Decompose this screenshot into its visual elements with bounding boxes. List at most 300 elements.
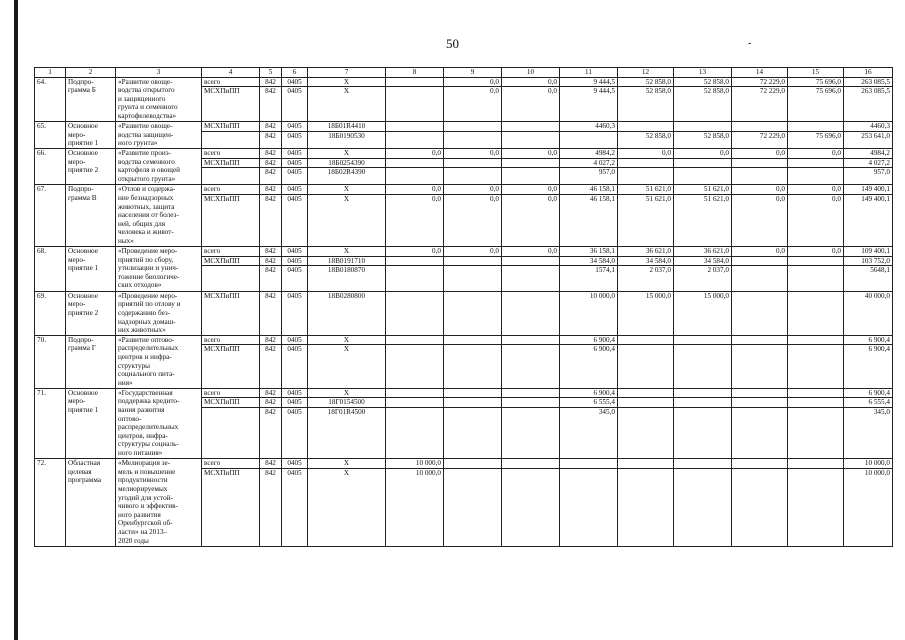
cell-col-7: 18Г0154500	[308, 398, 386, 408]
cell-col-11: 46 158,1	[560, 194, 618, 246]
cell-col-10: 0,0	[502, 185, 560, 195]
cell-col-4: всего	[202, 185, 260, 195]
cell-col-8	[386, 398, 444, 408]
header-cell: 14	[732, 68, 788, 78]
cell-col-9	[444, 468, 502, 546]
table-row	[35, 149, 893, 159]
cell-col-16: 109 400,1	[844, 246, 893, 256]
cell-col-11: 6 900,4	[560, 335, 618, 345]
cell-col-8: 10 000,0	[386, 459, 444, 469]
cell-col-6: 0405	[282, 77, 308, 87]
cell-col-10	[502, 459, 560, 469]
cell-col-8	[386, 345, 444, 388]
cell-col-6: 0405	[282, 468, 308, 546]
cell-col-12	[618, 459, 674, 469]
cell-col-10	[502, 121, 560, 131]
cell-col-4: МСХПиПП	[202, 345, 260, 388]
cell-col-14: 0,0	[732, 149, 788, 159]
cell-col-7: 18Б0190530	[308, 131, 386, 149]
cell-col-6: 0405	[282, 459, 308, 469]
cell-col-11: 6 900,4	[560, 345, 618, 388]
cell-col-12	[618, 345, 674, 388]
program-level: Подпро- грамма Б	[66, 77, 116, 121]
table-row	[35, 335, 893, 345]
row-number: 65.	[35, 121, 66, 148]
header-cell: 16	[844, 68, 893, 78]
budget-table	[34, 67, 893, 547]
cell-col-14: 72 229,0	[732, 87, 788, 122]
cell-col-5: 842	[260, 266, 282, 292]
cell-col-10	[502, 407, 560, 458]
cell-col-12: 15 000,0	[618, 291, 674, 335]
cell-col-11: 4984,2	[560, 149, 618, 159]
cell-col-4: МСХПиПП	[202, 194, 260, 246]
cell-col-4	[202, 407, 260, 458]
cell-col-16: 6 555,4	[844, 398, 893, 408]
cell-col-11: 9 444,5	[560, 87, 618, 122]
cell-col-11: 36 158,1	[560, 246, 618, 256]
header-cell: 8	[386, 68, 444, 78]
cell-col-16: 263 085,5	[844, 77, 893, 87]
cell-col-8: 10 000,0	[386, 468, 444, 546]
cell-col-11: 6 900,4	[560, 388, 618, 398]
cell-col-16: 957,0	[844, 168, 893, 185]
cell-col-15	[788, 407, 844, 458]
cell-col-10	[502, 291, 560, 335]
cell-col-9	[444, 121, 502, 131]
budget-table-container	[34, 67, 893, 547]
program-description: «Проведение меро- приятий по сбору, утилизации и унич- тожение биологиче- ских отходов»	[116, 246, 202, 291]
row-number: 66.	[35, 149, 66, 185]
program-level: Основное меро- приятие 1	[66, 388, 116, 459]
cell-col-14	[732, 398, 788, 408]
cell-col-7: Х	[308, 194, 386, 246]
cell-col-6: 0405	[282, 168, 308, 185]
cell-col-7: Х	[308, 246, 386, 256]
cell-col-12: 36 621,0	[618, 246, 674, 256]
cell-col-16: 10 000,0	[844, 459, 893, 469]
cell-col-16: 253 641,0	[844, 131, 893, 149]
cell-col-12: 34 584,0	[618, 256, 674, 266]
program-description: «Мелиорация зе- мель и повышение продуктивности мелиорируемых угодий для устой- чивого и эффектив- ного развития Оренбургской об- ласти» на 2013– 2020 годы	[116, 459, 202, 546]
cell-col-13: 34 584,0	[674, 256, 732, 266]
cell-col-9	[444, 459, 502, 469]
cell-col-8	[386, 77, 444, 87]
cell-col-15	[788, 158, 844, 168]
program-level: Подпро- грамма Г	[66, 335, 116, 388]
header-row	[35, 68, 893, 78]
cell-col-5: 842	[260, 256, 282, 266]
cell-col-6: 0405	[282, 131, 308, 149]
cell-col-7: Х	[308, 87, 386, 122]
cell-col-4	[202, 131, 260, 149]
cell-col-14: 0,0	[732, 185, 788, 195]
cell-col-7: 18Г01R4500	[308, 407, 386, 458]
cell-col-10: 0,0	[502, 77, 560, 87]
cell-col-7: Х	[308, 185, 386, 195]
cell-col-12	[618, 158, 674, 168]
cell-col-7: Х	[308, 345, 386, 388]
cell-col-5: 842	[260, 398, 282, 408]
header-cell: 10	[502, 68, 560, 78]
row-number: 71.	[35, 388, 66, 459]
cell-col-16: 103 752,0	[844, 256, 893, 266]
cell-col-13	[674, 345, 732, 388]
cell-col-11	[560, 459, 618, 469]
cell-col-7: 18Б01R4410	[308, 121, 386, 131]
cell-col-12	[618, 468, 674, 546]
cell-col-9: 0,0	[444, 77, 502, 87]
cell-col-6: 0405	[282, 335, 308, 345]
cell-col-10	[502, 256, 560, 266]
cell-col-5: 842	[260, 158, 282, 168]
cell-col-8	[386, 87, 444, 122]
cell-col-8	[386, 158, 444, 168]
cell-col-4: МСХПиПП	[202, 87, 260, 122]
cell-col-4: всего	[202, 246, 260, 256]
cell-col-10	[502, 266, 560, 292]
cell-col-9	[444, 345, 502, 388]
program-level: Основное меро- приятие 1	[66, 121, 116, 148]
cell-col-15: 75 696,0	[788, 131, 844, 149]
header-cell: 3	[116, 68, 202, 78]
cell-col-8	[386, 407, 444, 458]
cell-col-16: 6 900,4	[844, 335, 893, 345]
cell-col-13	[674, 398, 732, 408]
cell-col-15	[788, 256, 844, 266]
cell-col-5: 842	[260, 185, 282, 195]
cell-col-4: МСХПиПП	[202, 291, 260, 335]
cell-col-16: 40 000,0	[844, 291, 893, 335]
program-description: «Развитие произ- водства семенного картофеля и овощей открытого грунта»	[116, 149, 202, 185]
table-row	[35, 77, 893, 87]
cell-col-10	[502, 468, 560, 546]
cell-col-14	[732, 388, 788, 398]
header-cell: 2	[66, 68, 116, 78]
cell-col-12: 52 858,0	[618, 131, 674, 149]
cell-col-7: Х	[308, 388, 386, 398]
cell-col-14	[732, 459, 788, 469]
header-cell: 7	[308, 68, 386, 78]
cell-col-5: 842	[260, 131, 282, 149]
cell-col-15	[788, 335, 844, 345]
cell-col-16: 345,0	[844, 407, 893, 458]
cell-col-6: 0405	[282, 266, 308, 292]
cell-col-9: 0,0	[444, 194, 502, 246]
cell-col-11: 46 158,1	[560, 185, 618, 195]
cell-col-15: 0,0	[788, 246, 844, 256]
cell-col-15	[788, 468, 844, 546]
cell-col-8: 0,0	[386, 149, 444, 159]
cell-col-14: 72 229,0	[732, 77, 788, 87]
cell-col-5: 842	[260, 77, 282, 87]
header-cell: 6	[282, 68, 308, 78]
cell-col-4: всего	[202, 388, 260, 398]
cell-col-9: 0,0	[444, 149, 502, 159]
cell-col-4: всего	[202, 335, 260, 345]
cell-col-8: 0,0	[386, 194, 444, 246]
table-row	[35, 121, 893, 131]
cell-col-6: 0405	[282, 87, 308, 122]
cell-col-9	[444, 131, 502, 149]
cell-col-15	[788, 388, 844, 398]
program-level: Основное меро- приятие 2	[66, 149, 116, 185]
cell-col-13	[674, 168, 732, 185]
cell-col-13: 51 621,0	[674, 194, 732, 246]
header-cell: 4	[202, 68, 260, 78]
cell-col-12	[618, 407, 674, 458]
cell-col-11: 6 555,4	[560, 398, 618, 408]
cell-col-12: 0,0	[618, 149, 674, 159]
cell-col-13	[674, 388, 732, 398]
cell-col-7: Х	[308, 468, 386, 546]
page-mark: -	[748, 38, 752, 49]
cell-col-7: 18В0191710	[308, 256, 386, 266]
cell-col-14: 0,0	[732, 194, 788, 246]
program-description: «Развитие овоще- водства открытого и защищенного грунта и семенного картофелеводства»	[116, 77, 202, 121]
cell-col-7: 18В0280800	[308, 291, 386, 335]
cell-col-6: 0405	[282, 121, 308, 131]
cell-col-11: 10 000,0	[560, 291, 618, 335]
cell-col-12	[618, 398, 674, 408]
cell-col-13	[674, 407, 732, 458]
cell-col-9	[444, 158, 502, 168]
cell-col-13: 36 621,0	[674, 246, 732, 256]
row-number: 72.	[35, 459, 66, 546]
cell-col-11: 1574,1	[560, 266, 618, 292]
cell-col-14: 0,0	[732, 246, 788, 256]
cell-col-12: 52 858,0	[618, 77, 674, 87]
cell-col-9	[444, 388, 502, 398]
cell-col-16: 4 027,2	[844, 158, 893, 168]
cell-col-10: 0,0	[502, 246, 560, 256]
cell-col-14	[732, 291, 788, 335]
cell-col-14	[732, 407, 788, 458]
cell-col-15: 0,0	[788, 185, 844, 195]
cell-col-8	[386, 168, 444, 185]
cell-col-11	[560, 131, 618, 149]
cell-col-13	[674, 459, 732, 469]
cell-col-10: 0,0	[502, 87, 560, 122]
program-description: «Развитие оптово- распределительных центров и инфра- структуры социального пита- ния»	[116, 335, 202, 388]
program-level: Подпро- грамма В	[66, 185, 116, 247]
cell-col-5: 842	[260, 168, 282, 185]
cell-col-7: Х	[308, 459, 386, 469]
cell-col-9	[444, 335, 502, 345]
cell-col-12	[618, 335, 674, 345]
cell-col-14: 72 229,0	[732, 131, 788, 149]
cell-col-16: 4460,3	[844, 121, 893, 131]
cell-col-15: 0,0	[788, 194, 844, 246]
cell-col-6: 0405	[282, 256, 308, 266]
cell-col-7: 18Б02R4390	[308, 168, 386, 185]
cell-col-6: 0405	[282, 398, 308, 408]
cell-col-13: 2 037,0	[674, 266, 732, 292]
cell-col-11: 9 444,5	[560, 77, 618, 87]
cell-col-8	[386, 266, 444, 292]
program-description: «Развитие овоще- водства защищен- ного грунта»	[116, 121, 202, 148]
program-level: Основное меро- приятие 2	[66, 291, 116, 335]
cell-col-5: 842	[260, 335, 282, 345]
cell-col-4: МСХПиПП	[202, 398, 260, 408]
cell-col-6: 0405	[282, 246, 308, 256]
cell-col-5: 842	[260, 388, 282, 398]
cell-col-16: 10 000,0	[844, 468, 893, 546]
cell-col-13: 52 858,0	[674, 131, 732, 149]
cell-col-5: 842	[260, 345, 282, 388]
cell-col-10: 0,0	[502, 194, 560, 246]
header-cell: 1	[35, 68, 66, 78]
program-description: «Отлов и содержа- ние безнадзорных животных, защита населения от болез- ней, общих для человека и живот- ных»	[116, 185, 202, 247]
header-cell: 15	[788, 68, 844, 78]
cell-col-11	[560, 468, 618, 546]
cell-col-8	[386, 256, 444, 266]
cell-col-4	[202, 266, 260, 292]
cell-col-16: 5648,1	[844, 266, 893, 292]
cell-col-4: всего	[202, 149, 260, 159]
cell-col-10	[502, 388, 560, 398]
cell-col-5: 842	[260, 149, 282, 159]
row-number: 70.	[35, 335, 66, 388]
cell-col-5: 842	[260, 246, 282, 256]
cell-col-13	[674, 158, 732, 168]
cell-col-11: 345,0	[560, 407, 618, 458]
cell-col-5: 842	[260, 468, 282, 546]
cell-col-10	[502, 398, 560, 408]
cell-col-15	[788, 168, 844, 185]
cell-col-6: 0405	[282, 149, 308, 159]
cell-col-4: МСХПиПП	[202, 256, 260, 266]
cell-col-14	[732, 345, 788, 388]
table-row	[35, 459, 893, 469]
cell-col-10	[502, 158, 560, 168]
page-number: 50	[446, 36, 459, 51]
cell-col-8	[386, 388, 444, 398]
cell-col-7: 18Б0254390	[308, 158, 386, 168]
cell-col-8	[386, 121, 444, 131]
cell-col-9: 0,0	[444, 246, 502, 256]
header-cell: 11	[560, 68, 618, 78]
cell-col-10	[502, 168, 560, 185]
cell-col-5: 842	[260, 407, 282, 458]
cell-col-13	[674, 468, 732, 546]
cell-col-8: 0,0	[386, 246, 444, 256]
cell-col-5: 842	[260, 459, 282, 469]
cell-col-14	[732, 121, 788, 131]
cell-col-11: 34 584,0	[560, 256, 618, 266]
cell-col-12	[618, 168, 674, 185]
cell-col-5: 842	[260, 121, 282, 131]
cell-col-10	[502, 131, 560, 149]
cell-col-7: Х	[308, 335, 386, 345]
program-description: «Государственная поддержка кредито- вания развития оптово- распределительных центров, инфра- структуры социаль- ного питания»	[116, 388, 202, 459]
cell-col-6: 0405	[282, 388, 308, 398]
cell-col-16: 6 900,4	[844, 345, 893, 388]
cell-col-10: 0,0	[502, 149, 560, 159]
program-level: Областная целевая программа	[66, 459, 116, 546]
cell-col-4: МСХПиПП	[202, 121, 260, 131]
cell-col-13	[674, 121, 732, 131]
header-cell: 13	[674, 68, 732, 78]
cell-col-16: 149 400,1	[844, 185, 893, 195]
cell-col-14	[732, 158, 788, 168]
cell-col-12: 52 858,0	[618, 87, 674, 122]
cell-col-15: 75 696,0	[788, 87, 844, 122]
cell-col-12: 51 621,0	[618, 194, 674, 246]
cell-col-15	[788, 121, 844, 131]
cell-col-15: 75 696,0	[788, 77, 844, 87]
cell-col-6: 0405	[282, 345, 308, 388]
table-row	[35, 388, 893, 398]
cell-col-9	[444, 266, 502, 292]
row-number: 64.	[35, 77, 66, 121]
cell-col-12: 51 621,0	[618, 185, 674, 195]
cell-col-15	[788, 345, 844, 388]
cell-col-6: 0405	[282, 158, 308, 168]
cell-col-16: 4984,2	[844, 149, 893, 159]
cell-col-13: 52 858,0	[674, 77, 732, 87]
cell-col-12: 2 037,0	[618, 266, 674, 292]
cell-col-13: 52 858,0	[674, 87, 732, 122]
cell-col-16: 6 900,4	[844, 388, 893, 398]
cell-col-9	[444, 407, 502, 458]
row-number: 67.	[35, 185, 66, 247]
program-level: Основное меро- приятие 1	[66, 246, 116, 291]
cell-col-12	[618, 121, 674, 131]
table-row	[35, 291, 893, 335]
cell-col-9	[444, 291, 502, 335]
cell-col-11: 4460,3	[560, 121, 618, 131]
cell-col-6: 0405	[282, 291, 308, 335]
table-row	[35, 185, 893, 195]
cell-col-14	[732, 266, 788, 292]
cell-col-10	[502, 335, 560, 345]
cell-col-9	[444, 168, 502, 185]
cell-col-15: 0,0	[788, 149, 844, 159]
cell-col-8: 0,0	[386, 185, 444, 195]
cell-col-7: 18В0180870	[308, 266, 386, 292]
cell-col-15	[788, 291, 844, 335]
scan-edge-bar	[14, 0, 18, 640]
cell-col-16: 263 085,5	[844, 87, 893, 122]
cell-col-4	[202, 168, 260, 185]
cell-col-5: 842	[260, 87, 282, 122]
cell-col-4: МСХПиПП	[202, 158, 260, 168]
cell-col-6: 0405	[282, 185, 308, 195]
cell-col-8	[386, 335, 444, 345]
cell-col-14	[732, 168, 788, 185]
cell-col-13: 15 000,0	[674, 291, 732, 335]
header-cell: 9	[444, 68, 502, 78]
program-description: «Проведение меро- приятий по отлову и содержанию без- надзорных домаш- них животных»	[116, 291, 202, 335]
cell-col-15	[788, 459, 844, 469]
cell-col-14	[732, 256, 788, 266]
cell-col-12	[618, 388, 674, 398]
cell-col-7: Х	[308, 149, 386, 159]
cell-col-13: 0,0	[674, 149, 732, 159]
cell-col-15	[788, 266, 844, 292]
cell-col-15	[788, 398, 844, 408]
cell-col-16: 149 400,1	[844, 194, 893, 246]
cell-col-14	[732, 335, 788, 345]
cell-col-10	[502, 345, 560, 388]
cell-col-4: всего	[202, 77, 260, 87]
cell-col-9	[444, 398, 502, 408]
row-number: 68.	[35, 246, 66, 291]
cell-col-4: всего	[202, 459, 260, 469]
cell-col-7: Х	[308, 77, 386, 87]
cell-col-11: 4 027,2	[560, 158, 618, 168]
